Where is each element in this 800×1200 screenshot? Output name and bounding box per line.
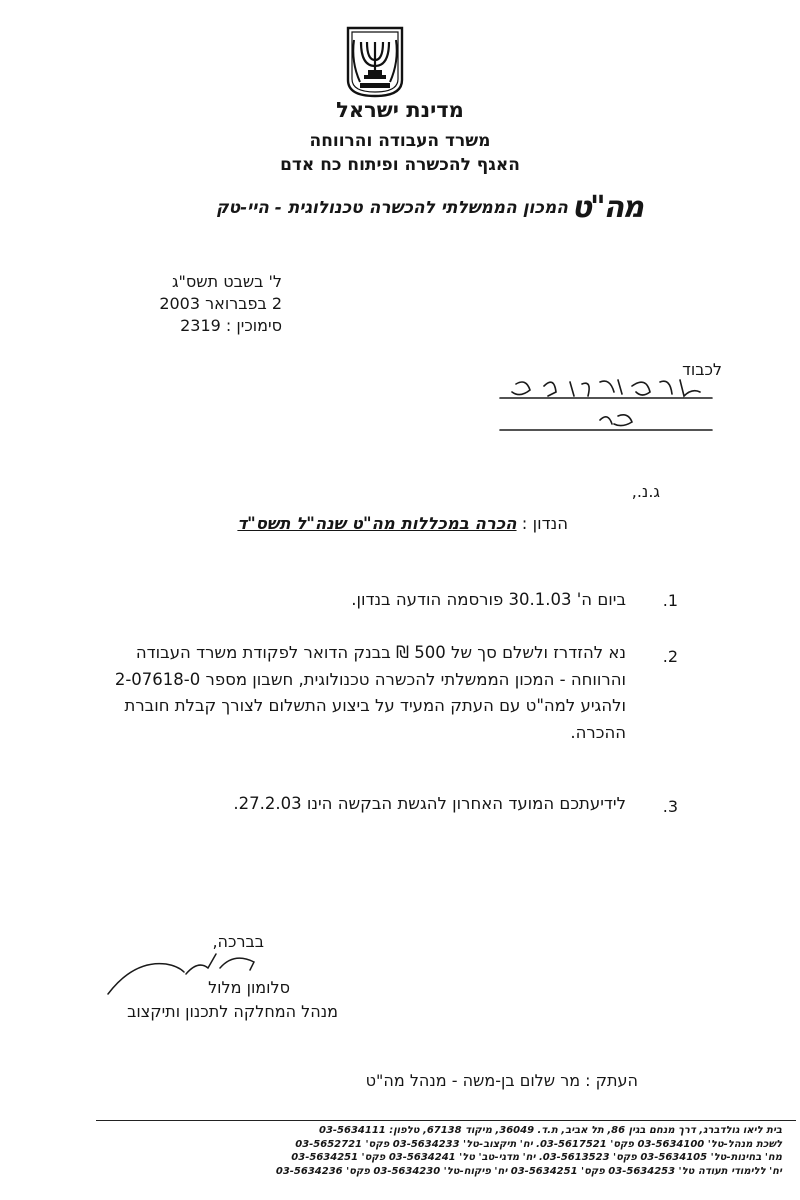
subject-label: הנדון : [521,514,568,533]
footer-divider [96,1120,796,1121]
cc-line: העתק : מר שלום בן-משה - מנהל מה"ט [365,1071,638,1090]
item-text [46,640,626,746]
item-line: נא להזדרז ולשלם סך של 500 ₪ בבנק הדואר לפקודת משרד העבודה [135,643,626,662]
division-title: האגף להכשרה ופיתוח כח אדם [280,155,520,175]
item-number: 3. [662,797,678,816]
subject-line [237,514,568,533]
footer-line: בית ליאו גולדברג, דרך מנחם בגין 86, תל אביב, ת.ד. 36049, מיקוד 67138, טלפון: 03-5634111 [318,1125,782,1136]
item-line: והרווחה - המכון הממשלתי להכשרה טכנולוגית, חשבון מספר 2-07618-0 [114,669,626,689]
sender-title: מנהל המחלקה לתכנון ותיקצוב [127,1002,338,1021]
hebrew-date: ל' בשבט תשס"ג [171,272,282,291]
closing-blessing: בברכה, [212,932,264,951]
footer-line: לשכת מנהל-טל' 03-5634100 פקס' 03-5617521. יח' תיקצוב-טל' 03-5634233 פקס' 03-5652721 [295,1138,782,1150]
state-emblem-icon [346,26,404,98]
reference-number: סימוכין : 2319 [180,316,282,335]
ministry-title: משרד העבודה והרווחה [309,131,491,151]
item-number: 2. [662,647,678,666]
salutation: לכבוד [682,360,722,379]
item-line: ההכרה. [570,722,626,742]
institute-logo: מה"ט [571,190,642,225]
country-title: מדינת ישראל [336,98,464,122]
item-line: ביום ה' 30.1.03 פורסמה הודעה בנדון. [351,590,626,609]
item-line: לידיעתכם המועד האחרון להגשת הבקשה הינו 27.2.03. [233,794,626,813]
gregorian-date: 2 בפברואר 2003 [159,294,282,313]
item-text [46,587,626,614]
subject-text: הכרה במכללות מה"ט שנה"ל תשס"ד [237,514,517,533]
footer-contact [62,1124,782,1178]
item-line: ולהגיע למה"ט עם העתק המעיד על ביצוע התשלום לצורך קבלת חוברת [124,696,626,715]
footer-line: יח' ללימודי תעודה טל' 03-5634253 פקס' 03-5634251 יח' פיקוח-טל' 03-5634230 פקס' 03-5634236 [275,1165,782,1177]
institute-title: המכון הממשלתי להכשרה טכנולוגית - היי-טק [216,198,568,218]
greeting: ג.נ., [631,482,660,501]
recipient-handwritten-signature [496,372,716,440]
item-number: 1. [662,591,678,610]
footer-line: מח' בחינות-טל' 03-5634105 פקס' 03-5613523. יח' מדגי-טב' טל' 03-5634241 פקס' 03-5634251 [291,1152,782,1163]
item-text [46,791,626,818]
sender-name: סלומון מלול [208,978,290,997]
